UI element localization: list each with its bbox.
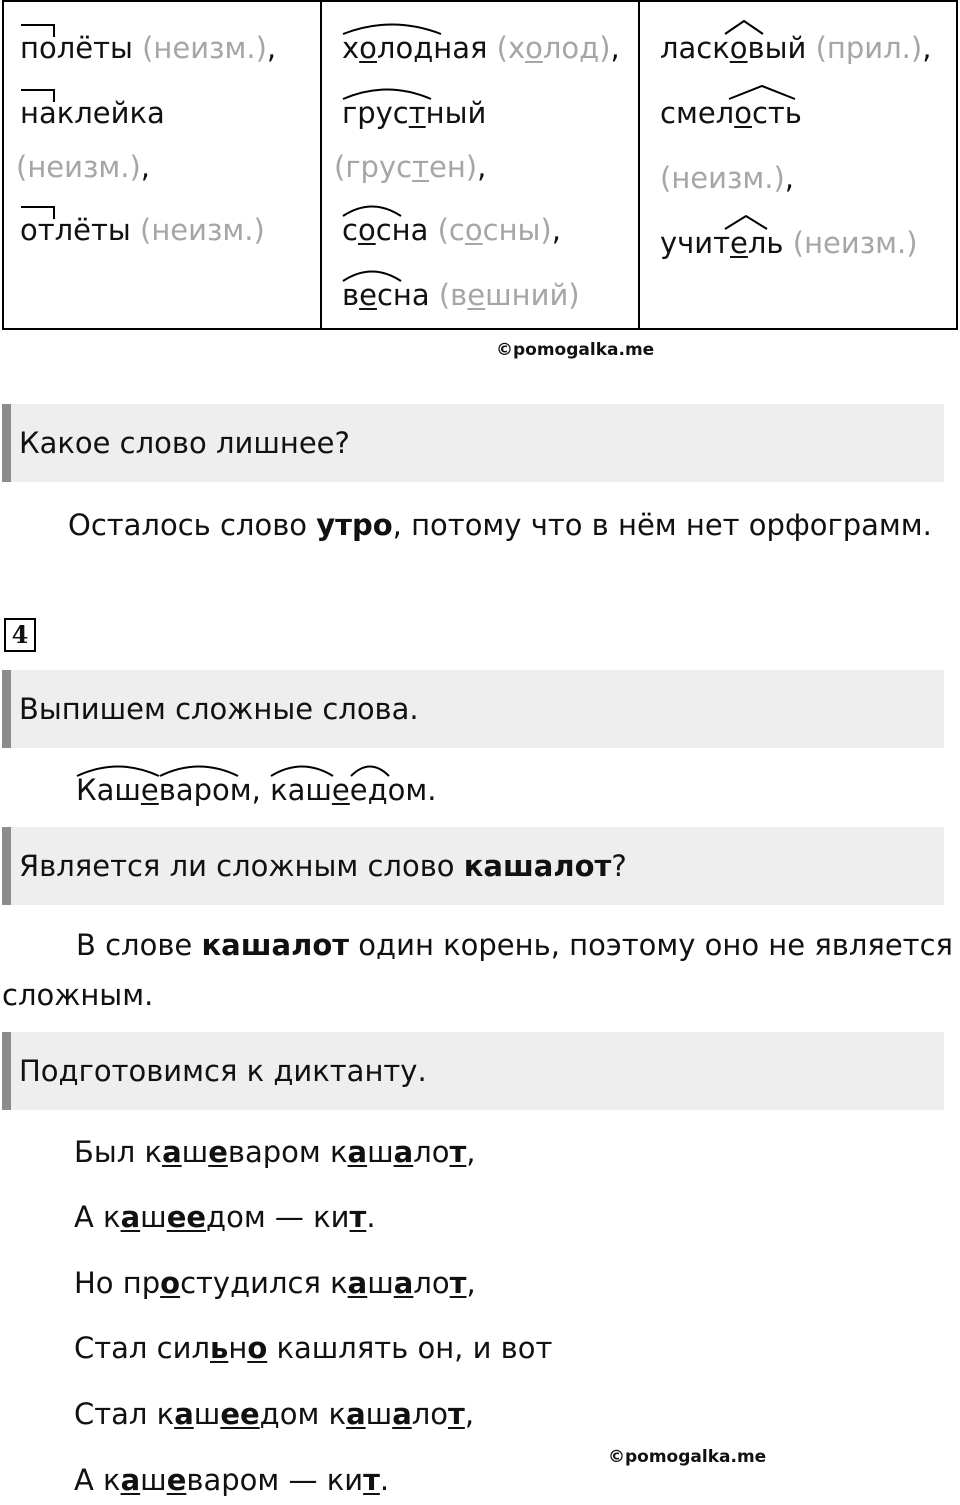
root-arc-icon bbox=[342, 203, 402, 217]
word-part: сть bbox=[751, 96, 802, 130]
word-part: лодная bbox=[376, 31, 488, 65]
word-part: каш bbox=[270, 773, 332, 807]
morpheme-table bbox=[2, 0, 958, 330]
separator: , bbox=[784, 161, 795, 195]
word-entry bbox=[342, 263, 626, 328]
text-part: А к bbox=[74, 1200, 121, 1234]
bold-word: утро bbox=[316, 508, 393, 542]
orthogram-letter: а bbox=[120, 1463, 141, 1497]
word-part: ный bbox=[425, 96, 487, 130]
underlined-letter: е bbox=[730, 226, 748, 260]
text-part: ло bbox=[413, 1135, 450, 1169]
question-heading: Какое слово лишнее? bbox=[2, 404, 944, 482]
word-entry bbox=[660, 16, 944, 81]
word-entry bbox=[20, 16, 308, 81]
orthogram-letter: а bbox=[392, 1397, 412, 1431]
text-part: ш bbox=[367, 1266, 394, 1300]
word-part: Каш bbox=[76, 773, 141, 807]
text-part: В слове bbox=[76, 928, 202, 962]
note bbox=[438, 213, 552, 247]
text-part: один корень, поэтому оно не является bbox=[349, 928, 953, 962]
poem-line bbox=[74, 1323, 552, 1373]
answer-paragraph bbox=[68, 500, 932, 550]
text-part: Осталось слово bbox=[68, 508, 317, 542]
poem-line bbox=[74, 1455, 389, 1505]
root-arc-icon bbox=[350, 763, 390, 777]
orthogram-letter: т bbox=[349, 1200, 367, 1234]
separator: , bbox=[140, 150, 151, 184]
separator: . bbox=[427, 773, 437, 807]
word-entry bbox=[20, 81, 308, 146]
text-part: ш bbox=[140, 1200, 167, 1234]
underlined-letter: т bbox=[412, 150, 429, 184]
prefix: от bbox=[20, 213, 55, 247]
orthogram-letter: о bbox=[160, 1266, 181, 1300]
text-part: дом — ки bbox=[206, 1200, 350, 1234]
separator: , bbox=[266, 31, 277, 65]
root-arc-icon bbox=[270, 763, 334, 777]
text-part: , потому что в нём нет орфограмм. bbox=[392, 508, 932, 542]
prefix-mark-icon bbox=[20, 90, 54, 102]
word-part: вый bbox=[747, 31, 807, 65]
word-part: учит bbox=[660, 226, 731, 260]
suffix-mark-icon bbox=[728, 86, 796, 100]
text-part: кашлять он, и вот bbox=[267, 1331, 553, 1365]
note-part: шний) bbox=[485, 278, 580, 312]
word-part: ласк bbox=[660, 31, 730, 65]
word-entry bbox=[20, 198, 308, 263]
word-entry bbox=[342, 198, 626, 263]
orthogram-letter: е bbox=[166, 1463, 187, 1497]
text-part: ш bbox=[193, 1397, 221, 1431]
note-part: (х bbox=[496, 31, 526, 65]
underlined-letter: о bbox=[729, 31, 748, 65]
question-heading: Подготовимся к диктанту. bbox=[2, 1032, 944, 1110]
note-part: (грус bbox=[334, 150, 413, 184]
note: (неизм.) bbox=[140, 213, 265, 247]
poem-line bbox=[74, 1258, 476, 1308]
root-arc-icon bbox=[76, 763, 160, 777]
separator: , bbox=[551, 213, 561, 247]
suffix-mark-icon bbox=[724, 21, 764, 35]
orthogram-letter: а bbox=[162, 1135, 182, 1169]
orthogram-letter: т bbox=[448, 1397, 465, 1431]
answer-paragraph bbox=[76, 920, 953, 970]
word-entry bbox=[660, 211, 944, 276]
answer-paragraph-continued: сложным. bbox=[2, 978, 154, 1012]
text-part: н bbox=[228, 1331, 248, 1365]
text-part: , bbox=[466, 1266, 476, 1300]
underlined-letter: о bbox=[357, 213, 376, 247]
orthogram-letter: а bbox=[174, 1397, 194, 1431]
text-part: Стал сил bbox=[74, 1331, 210, 1365]
underlined-letter: о bbox=[464, 213, 483, 247]
text-part: А к bbox=[74, 1463, 121, 1497]
text-part: Был к bbox=[74, 1135, 163, 1169]
orthogram-letter: ее bbox=[166, 1200, 207, 1234]
text-part: ш bbox=[181, 1135, 209, 1169]
note-part: сны) bbox=[482, 213, 552, 247]
prefix: по bbox=[20, 31, 57, 65]
word-entry bbox=[342, 81, 626, 146]
word-part: сна bbox=[375, 213, 429, 247]
note-part: лод) bbox=[542, 31, 611, 65]
table-column-2 bbox=[321, 1, 639, 329]
note: (неизм.) bbox=[142, 31, 267, 65]
root-arc-icon bbox=[342, 268, 402, 282]
note-part: ен) bbox=[428, 150, 478, 184]
word-part: х bbox=[342, 31, 360, 65]
text-part: варом — ки bbox=[186, 1463, 364, 1497]
underlined-letter: т bbox=[408, 96, 426, 130]
separator: , bbox=[251, 773, 271, 807]
text-part: варом к bbox=[227, 1135, 348, 1169]
text-part: Но пр bbox=[74, 1266, 161, 1300]
task-number: 4 bbox=[4, 618, 36, 652]
underlined-letter: е bbox=[467, 278, 486, 312]
text-part: Стал к bbox=[74, 1397, 175, 1431]
text-part: студился к bbox=[180, 1266, 348, 1300]
bold-word: кашалот bbox=[201, 928, 350, 962]
text-part: ш bbox=[365, 1397, 393, 1431]
underlined-letter: е bbox=[331, 773, 350, 807]
note: (неизм.) bbox=[792, 226, 918, 260]
note-part: (в bbox=[438, 278, 468, 312]
text-part: ш bbox=[140, 1463, 167, 1497]
orthogram-letter: т bbox=[363, 1463, 380, 1497]
note: (прил.) bbox=[815, 31, 923, 65]
word-entry bbox=[660, 81, 944, 211]
word-entry bbox=[342, 16, 626, 81]
note bbox=[334, 150, 477, 184]
text-part: дом к bbox=[259, 1397, 347, 1431]
root-arc-icon bbox=[159, 763, 239, 777]
note: (неизм.) bbox=[16, 150, 141, 184]
question-heading: Выпишем сложные слова. bbox=[2, 670, 944, 748]
prefix-mark-icon bbox=[20, 207, 54, 219]
underlined-letter: о bbox=[525, 31, 543, 65]
orthogram-letter: т bbox=[449, 1135, 467, 1169]
text-part: ш bbox=[367, 1135, 394, 1169]
word-rest: лёты bbox=[54, 213, 131, 247]
word-rest: клейка bbox=[56, 96, 165, 130]
underlined-letter: е bbox=[359, 278, 377, 312]
word-part: сна bbox=[376, 278, 430, 312]
word-part: смел bbox=[660, 96, 735, 130]
orthogram-letter: а bbox=[120, 1200, 141, 1234]
text-part: ло bbox=[411, 1397, 449, 1431]
orthogram-letter: а bbox=[393, 1135, 414, 1169]
word-note bbox=[16, 142, 308, 192]
text-part: . bbox=[379, 1463, 390, 1497]
word-rest: лёты bbox=[56, 31, 133, 65]
word-part: грус bbox=[342, 96, 409, 130]
bold-word: кашалот bbox=[463, 849, 612, 883]
separator: , bbox=[477, 150, 487, 184]
word-part: в bbox=[342, 278, 360, 312]
note: (неизм.) bbox=[660, 161, 785, 195]
note bbox=[497, 31, 611, 65]
poem-line bbox=[74, 1192, 376, 1242]
table-column-3 bbox=[639, 1, 957, 329]
text-part: , bbox=[464, 1397, 475, 1431]
watermark: ©pomogalka.me bbox=[496, 340, 655, 360]
question-heading bbox=[2, 827, 944, 905]
orthogram-letter: а bbox=[393, 1266, 414, 1300]
orthogram-letter: т bbox=[449, 1266, 467, 1300]
watermark: ©pomogalka.me bbox=[608, 1447, 767, 1467]
note-part: (с bbox=[437, 213, 465, 247]
text-part: , bbox=[466, 1135, 476, 1169]
orthogram-letter: а bbox=[347, 1266, 368, 1300]
separator: , bbox=[610, 31, 620, 65]
text-part: Является ли сложным слово bbox=[19, 849, 464, 883]
orthogram-letter: ь bbox=[210, 1331, 229, 1365]
text-part: . bbox=[366, 1200, 376, 1234]
orthogram-letter: а bbox=[347, 1135, 368, 1169]
suffix-mark-icon bbox=[724, 216, 768, 230]
underlined-letter: о bbox=[734, 96, 752, 130]
word-part: ль bbox=[747, 226, 784, 260]
word-part: с bbox=[342, 213, 358, 247]
prefix-mark-icon bbox=[20, 25, 54, 37]
answer-paragraph bbox=[76, 765, 436, 815]
separator: , bbox=[922, 31, 932, 65]
root-arc-icon bbox=[342, 86, 432, 100]
word-note bbox=[334, 142, 626, 192]
underlined-letter: е bbox=[140, 773, 159, 807]
poem-line bbox=[74, 1127, 476, 1177]
table-column-1 bbox=[3, 1, 321, 329]
prefix: на bbox=[20, 96, 57, 130]
poem-line bbox=[74, 1389, 474, 1439]
note bbox=[439, 278, 580, 312]
root-arc-icon bbox=[342, 21, 442, 35]
orthogram-letter: о bbox=[247, 1331, 268, 1365]
text-part: ло bbox=[413, 1266, 450, 1300]
text-part: ? bbox=[611, 849, 627, 883]
word-part: едом bbox=[349, 773, 428, 807]
orthogram-letter: е bbox=[208, 1135, 228, 1169]
orthogram-letter: ее bbox=[220, 1397, 260, 1431]
word-part: варом bbox=[158, 773, 252, 807]
orthogram-letter: а bbox=[346, 1397, 366, 1431]
underlined-letter: о bbox=[359, 31, 377, 65]
